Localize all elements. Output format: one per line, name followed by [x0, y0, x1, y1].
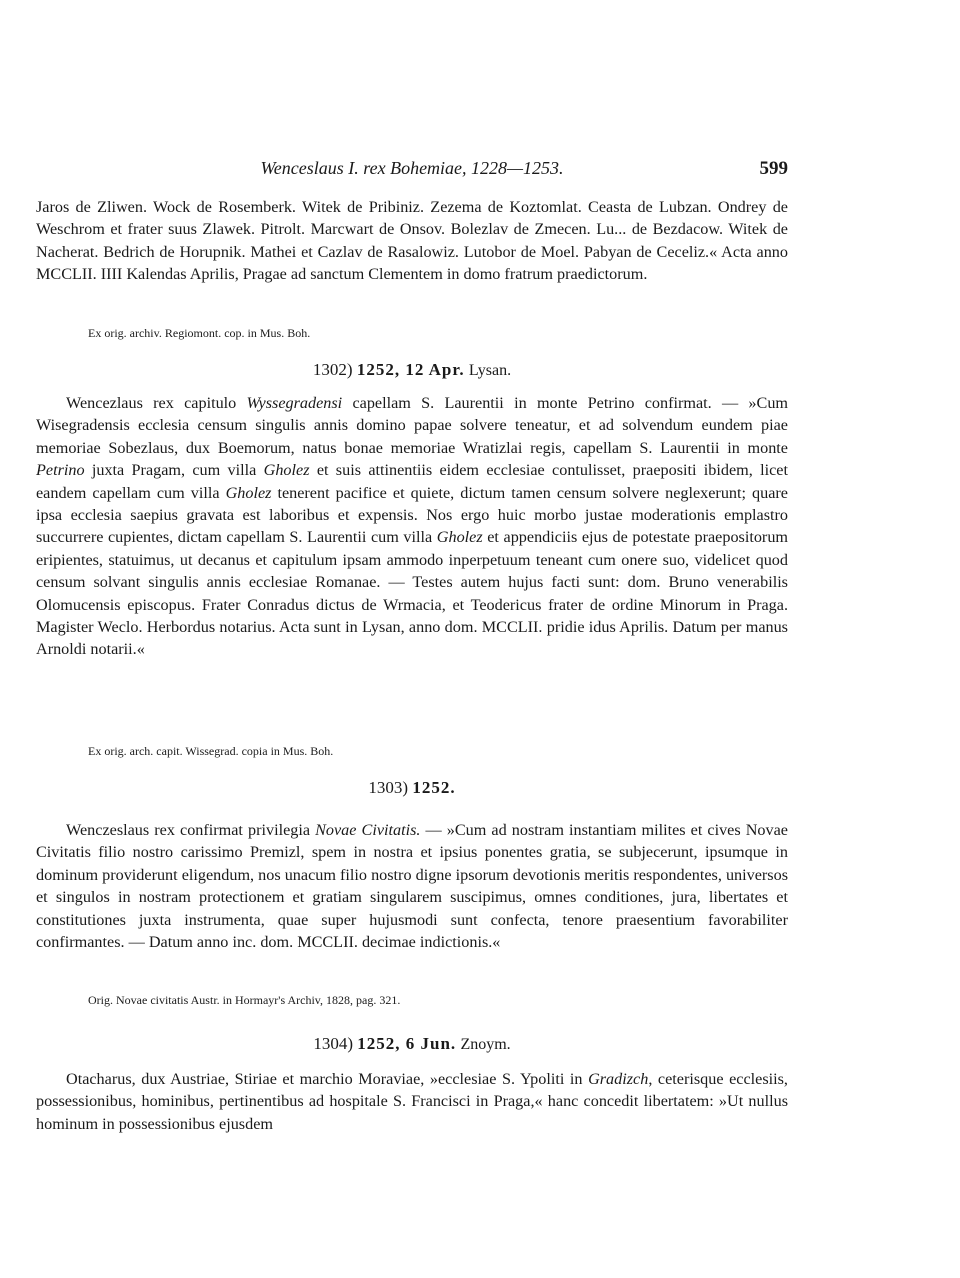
- text-segment: juxta Pragam, cum villa: [84, 461, 264, 480]
- entry-date: 1252, 6 Jun.: [357, 1034, 457, 1053]
- entry-1302-text: [36, 392, 788, 661]
- text-segment: Wencezlaus rex capitulo: [66, 394, 247, 412]
- text-italic: Gholez: [263, 461, 310, 480]
- text-italic: Gradizch: [588, 1070, 649, 1088]
- text-segment: — »Cum ad nostram instantiam milites et cives Novae Civitatis filio nostro carissimo Premizl, spem in nostra et ipsius ponentes gratia, se subjecerunt, ipsumque in dominum providerunt eligendum, nos unacum filio nostro digne ipsorum devotionis meritis respondentes, universos et singulos in nostram protectionem et gratiam singularem suscipimus, omnes conditiones, jura, libertates et constitutiones juxta instrumenta, quae super hujusmodi sunt confecta, tenore praesentium favorabiliter confirmantes. — Datum anno inc. dom. MCCLII. decimae indictionis.«: [36, 821, 788, 952]
- text-segment: Wenczeslaus rex confirmat privilegia: [66, 821, 316, 839]
- continuation-text: Jaros de Zliwen. Wock de Rosemberk. Witek de Pribiniz. Zezema de Koztomlat. Ceasta de Lubzan. Ondrey de Weschrom et frater suus Zlawek. Pitrolt. Marcwart de Onsov. Bolezlav de Zmecen. Lu... de Bezdacow. Witek de Nacherat. Bedrich de Horupnik. Mathei et Cazlav de Rasalowiz. Lutobor de Moel. Pabyan de Ceceliz.« Acta anno MCCLII. IIII Kalendas Aprilis, Pragae ad sanctum Clementem in domo fratrum praedictorum.: [36, 198, 788, 284]
- entry-number: 1303): [368, 778, 409, 797]
- entry-place: Znoym.: [460, 1036, 511, 1053]
- text-italic: Gholez: [225, 483, 272, 502]
- continuation-paragraph: [36, 196, 788, 286]
- entry-1303-heading: [36, 778, 788, 798]
- text-italic: Wyssegradensi: [246, 394, 343, 412]
- running-head: [36, 158, 788, 188]
- text-segment: tenerent pacifice et quiete, dictum tamen censum solvere neglexerunt; quare ipsa ecclesia saepius gravata est laboribus et expensis. Nos ergo huic morbo justae moderationis emplastro succurrere cupientes, dictam capellam S. Laurentii cum villa: [36, 483, 788, 547]
- entry-number: 1304): [313, 1034, 354, 1053]
- entry-date: 1252.: [412, 778, 456, 797]
- text-italic: Novae Civitatis.: [315, 821, 421, 839]
- entry-1304-heading: [36, 1034, 788, 1054]
- text-segment: et appendiciis ejus de potestate praepositorum eripientes, statuimus, ut decanus et capitulum ipsam ammodo inperpetuum teneant cum onere suo, videlicet quod censum solvant singulis annis ecclesiae Romanae. — Testes autem hujus facti sunt: dom. Bruno venerabilis Olomucensis episcopus. Frater Conradus dictus de Wrmacia, et Teodericus frater de ordine Minorum in Praga. Magister Weclo. Herbordus notarius. Acta sunt in Lysan, anno dom. MCCLII. pridie idus Aprilis. Datum per manus Arnoldi notarii.«: [36, 528, 789, 659]
- entry-1303-text: [36, 819, 788, 953]
- entry-1304-text: [36, 1068, 788, 1135]
- text-italic: Gholez: [436, 528, 483, 547]
- entry-place: Lysan.: [468, 362, 512, 379]
- text-segment: , ceterisque ecclesiis, possessionibus, hominibus, pertinentibus ad hospitale S. Francisci in Praga,« hanc concedit libertatem: »Ut nullus hominum in possessionibus ejusdem: [36, 1070, 788, 1133]
- entry-number: 1302): [312, 360, 353, 379]
- entry-1302-source: Ex orig. arch. capit. Wissegrad. copia in Mus. Boh.: [88, 744, 334, 758]
- entry-1302-heading: [36, 360, 788, 380]
- continuation-source: Ex orig. archiv. Regiomont. cop. in Mus. Boh.: [88, 326, 311, 340]
- running-title: Wenceslaus I. rex Bohemiae, 1228—1253.: [260, 158, 564, 178]
- page-number: 599: [759, 158, 788, 179]
- text-segment: et suis attinentiis eidem ecclesiae contulisset, praepositi ibidem, licet eandem capellam cum villa: [36, 461, 788, 502]
- entry-date: 1252, 12 Apr.: [356, 360, 465, 379]
- text-italic: Petrino: [36, 461, 85, 480]
- entry-1303-source: Orig. Novae civitatis Austr. in Hormayr's Archiv, 1828, pag. 321.: [88, 993, 401, 1007]
- text-segment: capellam S. Laurentii in monte Petrino confirmat. — »Cum Wisegradensis ecclesia censum singulis annis domino papae solvere teneatur, et ad solvendum eundem piae memoriae Sobezlaus, dux Boemorum, natus bonae memoriae Wratizlai regis, capellam S. Laurentii in monte: [36, 394, 789, 457]
- text-segment: Otacharus, dux Austriae, Stiriae et marchio Moraviae, »ecclesiae S. Ypoliti in: [66, 1070, 589, 1088]
